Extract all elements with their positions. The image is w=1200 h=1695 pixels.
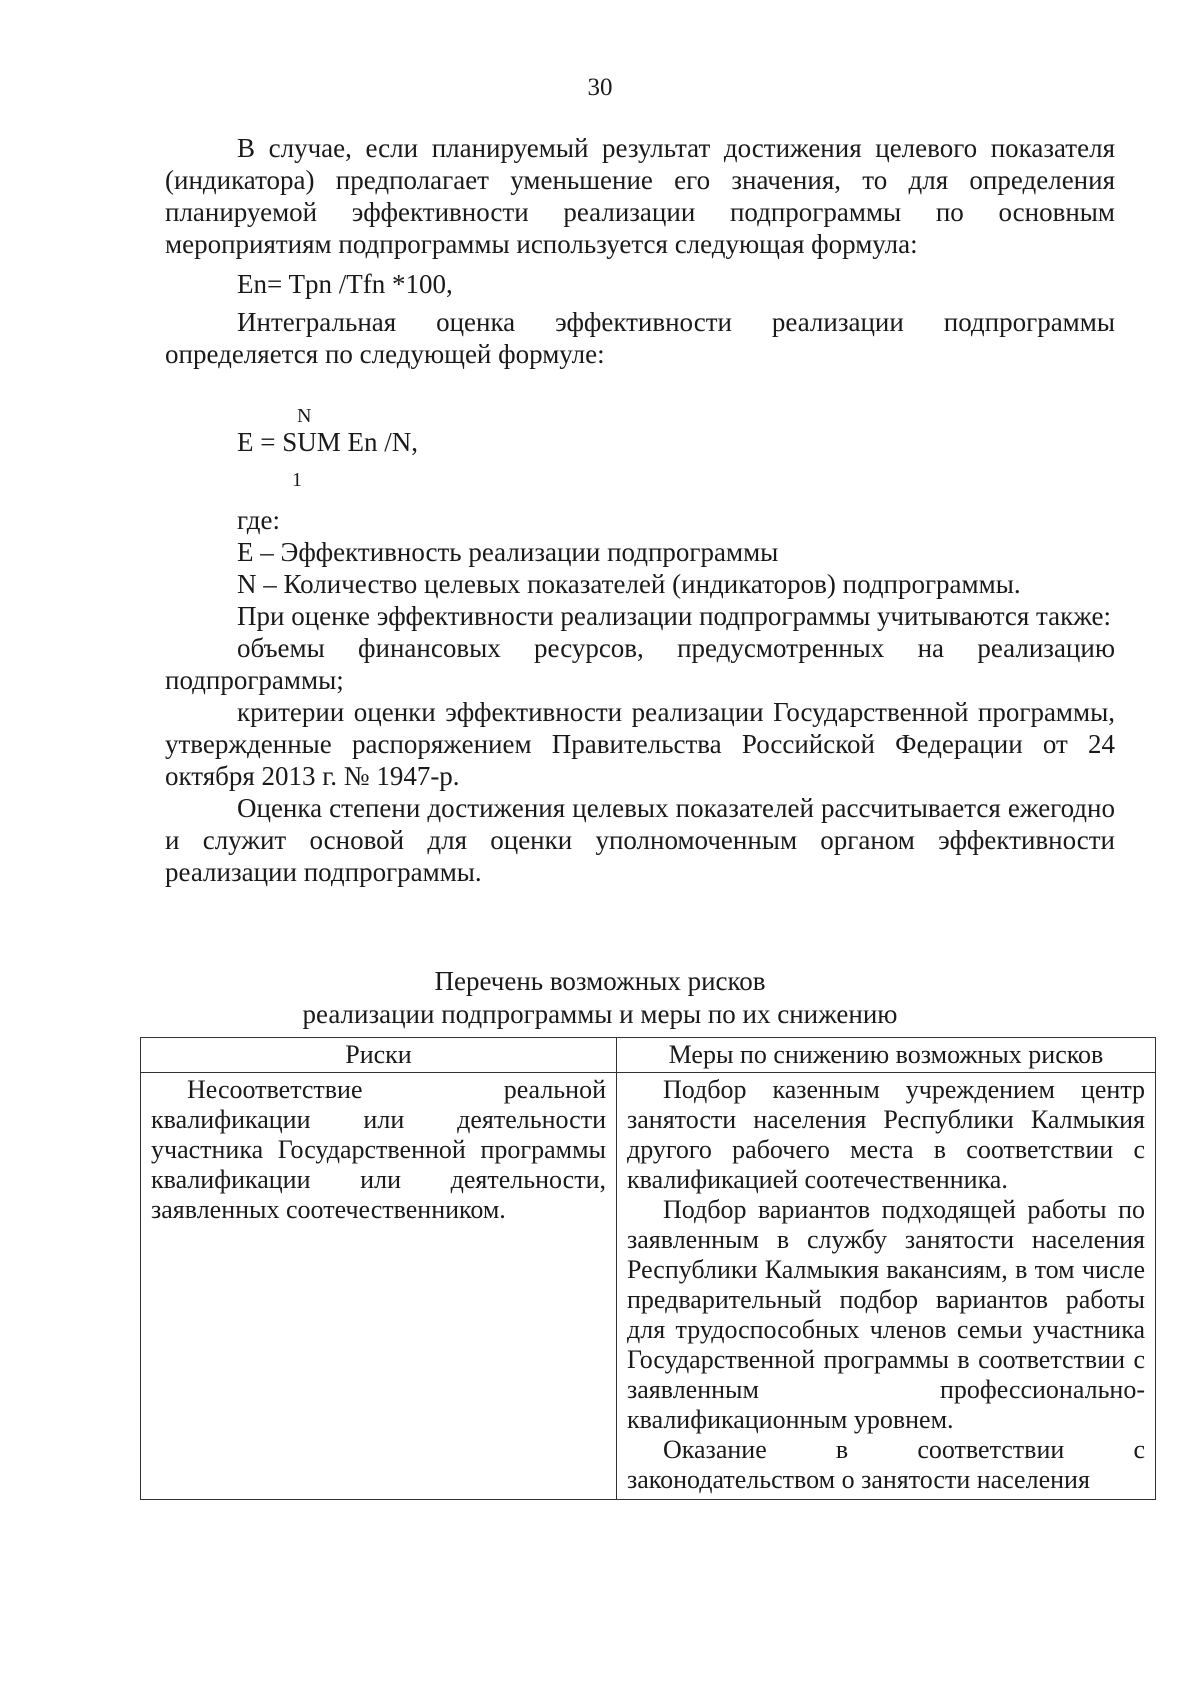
measure-item: Оказание в соответствии с законодательством о занятости населения: [627, 1435, 1145, 1494]
list-item-financial-resources: объемы финансовых ресурсов, предусмотренных на реализацию подпрограммы;: [165, 633, 1115, 695]
header-risks: Риски: [141, 1038, 617, 1073]
sum-expression: E = SUM En /N,: [237, 427, 418, 457]
definition-e: E – Эффективность реализации подпрограммы: [237, 537, 779, 567]
measure-item: Подбор казенным учреждением центр занятости населения Республики Калмыкия другого рабочего места в соответствии с квалификацией соотечественника.: [627, 1075, 1145, 1194]
where-label: где:: [237, 505, 280, 535]
formula-integral: [165, 400, 1115, 491]
definition-n: N – Количество целевых показателей (индикаторов) подпрограммы.: [237, 569, 1021, 599]
paragraph-integral: Интегральная оценка эффективности реализации подпрограммы определяется по следующей формуле:: [165, 307, 1115, 369]
page-number: 30: [587, 74, 613, 101]
body-text: [165, 132, 1115, 888]
measures-cell: [617, 1073, 1156, 1500]
list-item-criteria: критерии оценки эффективности реализации Государственной программы, утвержденные распоряжением Правительства Российской Федерации от 24 октября 2013 г. № 1947-р.: [165, 697, 1115, 791]
measure-item: Подбор вариантов подходящей работы по заявленным в службу занятости населения Республики Калмыкия вакансиям, в том числе предварительный подбор вариантов работы для трудоспособных членов семьи участника Государственной программы в соответствии с заявленным профессионально-квалификационным уровнем.: [627, 1195, 1145, 1434]
risk-text: Несоответствие реальной квалификации или деятельности участника Государственной программы квалификации или деятельности, заявленных соотечественником.: [151, 1075, 606, 1224]
paragraph-assessment: Оценка степени достижения целевых показателей рассчитывается ежегодно и служит основой для оценки уполномоченным органом эффективности реализации подпрограммы.: [165, 793, 1115, 887]
risk-cell: [141, 1073, 617, 1500]
table-header-row: [141, 1038, 1156, 1073]
header-measures: Меры по снижению возможных рисков: [617, 1038, 1156, 1073]
table-caption-line-1: Перечень возможных рисков: [434, 966, 766, 996]
paragraph-also-considered: При оценке эффективности реализации подпрограммы учитываются также:: [237, 601, 1112, 631]
table-row: [141, 1073, 1156, 1500]
formula-efficiency: En= Tpn /Tfn *100,: [237, 269, 453, 299]
table-caption: [0, 965, 1200, 1031]
sum-upper-limit: N: [297, 405, 312, 427]
risks-table: [140, 1037, 1156, 1500]
table-caption-line-2: реализации подпрограммы и меры по их снижению: [302, 999, 898, 1029]
paragraph-decreasing-indicator: В случае, если планируемый результат достижения целевого показателя (индикатора) предполагает уменьшение его значения, то для определения планируемой эффективности реализации подпрограммы по основным мероприятиям подпрограммы используется следующая формула:: [165, 133, 1115, 259]
sum-lower-limit: 1: [292, 469, 302, 491]
